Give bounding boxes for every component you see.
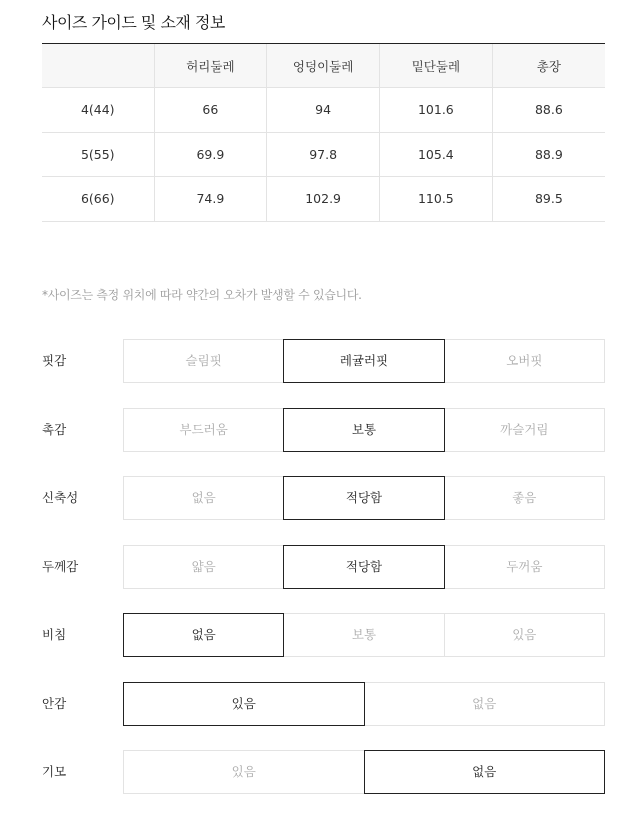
attribute-label: 기모: [42, 764, 67, 779]
option-button[interactable]: 까슬거림: [444, 408, 605, 452]
option-button[interactable]: 없음: [123, 476, 284, 520]
option-button[interactable]: 있음: [444, 613, 605, 657]
table-cell: 69.9: [154, 132, 267, 177]
table-row: [42, 132, 605, 177]
table-cell: 94: [267, 88, 380, 133]
option-group: [123, 682, 605, 726]
option-button-selected[interactable]: 없음: [123, 613, 284, 657]
table-cell: 102.9: [267, 177, 380, 222]
table-cell: 101.6: [380, 88, 493, 133]
option-group: [123, 545, 605, 589]
attribute-row-lining: [42, 682, 605, 726]
attribute-label: 두께감: [42, 559, 79, 574]
attribute-row-stretch: [42, 476, 605, 520]
option-button[interactable]: 없음: [364, 682, 606, 726]
option-button-selected[interactable]: 레귤러핏: [283, 339, 444, 383]
option-button[interactable]: 두꺼움: [444, 545, 605, 589]
option-button-selected[interactable]: 적당함: [283, 545, 444, 589]
table-cell: 88.6: [492, 88, 605, 133]
header-cell: 엉덩이둘레: [267, 44, 380, 88]
attribute-row-fit: [42, 339, 605, 383]
table-cell: 110.5: [380, 177, 493, 222]
option-button[interactable]: 좋음: [444, 476, 605, 520]
table-header-row: [42, 44, 605, 88]
attribute-row-brushed: [42, 750, 605, 794]
table-cell: 74.9: [154, 177, 267, 222]
option-button-selected[interactable]: 보통: [283, 408, 444, 452]
table-cell: 97.8: [267, 132, 380, 177]
table-cell: 4(44): [42, 88, 154, 133]
table-cell: 66: [154, 88, 267, 133]
table-cell: 88.9: [492, 132, 605, 177]
option-group: [123, 408, 605, 452]
option-group: [123, 339, 605, 383]
size-guide-table: [42, 43, 605, 222]
table-cell: 6(66): [42, 177, 154, 222]
size-disclaimer-note: *사이즈는 측정 위치에 따라 약간의 오차가 발생할 수 있습니다.: [42, 288, 362, 302]
table-row: [42, 88, 605, 133]
table-cell: 5(55): [42, 132, 154, 177]
option-group: [123, 476, 605, 520]
attribute-label: 핏감: [42, 353, 67, 368]
header-cell: 총장: [492, 44, 605, 88]
table-row: [42, 177, 605, 222]
option-group: [123, 613, 605, 657]
option-button-selected[interactable]: 적당함: [283, 476, 444, 520]
page-title: 사이즈 가이드 및 소재 정보: [42, 13, 225, 32]
option-button[interactable]: 부드러움: [123, 408, 284, 452]
option-button[interactable]: 슬림핏: [123, 339, 284, 383]
option-button-selected[interactable]: 있음: [123, 682, 365, 726]
header-cell: 밑단둘레: [380, 44, 493, 88]
header-cell: 허리둘레: [154, 44, 267, 88]
attribute-label: 신축성: [42, 490, 79, 505]
attribute-label: 비침: [42, 627, 67, 642]
table-cell: 89.5: [492, 177, 605, 222]
option-button[interactable]: 보통: [283, 613, 444, 657]
attribute-label: 안감: [42, 696, 67, 711]
option-button-selected[interactable]: 없음: [364, 750, 606, 794]
attribute-label: 촉감: [42, 422, 67, 437]
option-button[interactable]: 있음: [123, 750, 365, 794]
attribute-row-sheerness: [42, 613, 605, 657]
attribute-row-texture: [42, 408, 605, 452]
option-button[interactable]: 얇음: [123, 545, 284, 589]
option-button[interactable]: 오버핏: [444, 339, 605, 383]
attribute-row-thickness: [42, 545, 605, 589]
header-cell: [42, 44, 154, 88]
option-group: [123, 750, 605, 794]
table-cell: 105.4: [380, 132, 493, 177]
